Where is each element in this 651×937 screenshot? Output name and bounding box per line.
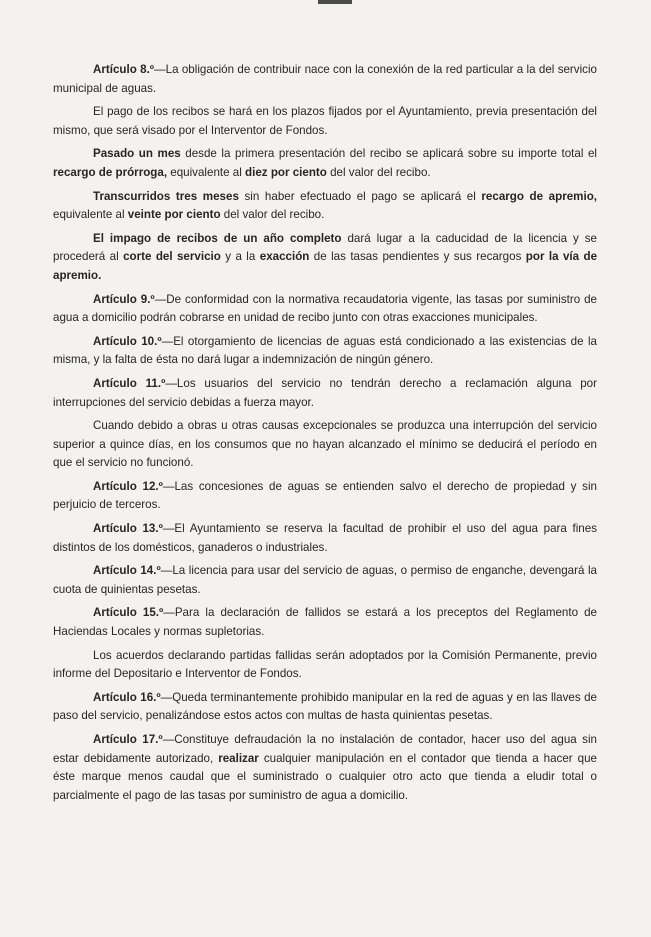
- bold-text: El impago de recibos de un año completo: [93, 231, 342, 245]
- article-number: Artículo 10.º: [93, 334, 162, 348]
- bold-text: veinte por ciento: [127, 208, 221, 222]
- paragraph-art13: [53, 520, 597, 557]
- article-number: Artículo 11.º: [93, 376, 166, 390]
- paragraph-text: y a la: [220, 250, 260, 264]
- paragraph-one-year: [53, 230, 597, 286]
- paragraph-text: de las tasas pendientes y sus recargos: [309, 250, 526, 264]
- paragraph-art15: [53, 604, 597, 641]
- paragraph-fallidas: [53, 647, 597, 684]
- bold-text: diez por ciento: [245, 165, 327, 179]
- bold-text: corte del servicio: [123, 250, 221, 264]
- bold-text: recargo de apremio,: [481, 189, 598, 203]
- bold-text: Pasado un mes: [93, 147, 181, 161]
- paragraph-art11: [53, 375, 597, 412]
- article-number: Artículo 13.º: [93, 522, 163, 536]
- paragraph-text: —La licencia para usar del servicio de aguas, o permiso de enganche, devengará la cuota de quinientas pesetas.: [53, 564, 597, 596]
- paragraph-interruption: [53, 417, 597, 473]
- bold-text: recargo de prórroga,: [53, 165, 168, 179]
- article-number: Artículo 16.º: [93, 690, 161, 704]
- paragraph-art10: [53, 333, 597, 370]
- article-number: Artículo 9.º: [93, 292, 155, 306]
- paragraph-text: —De conformidad con la normativa recaudatoria vigente, las tasas por suministro de agua a domicilio podrán cobrarse en unidad de recibo junto con otras exacciones municipales.: [53, 292, 597, 325]
- page-edge-mark: [318, 0, 352, 4]
- paragraph-text: —Las concesiones de aguas se entienden salvo el derecho de propiedad y sin perjuicio de terceros.: [53, 479, 597, 512]
- paragraph-art12: [53, 478, 597, 515]
- paragraph-text: Cuando debido a obras u otras causas excepcionales se produzca una interrupción del servicio superior a quince días, en los consumos que no hayan alcanzado el mínimo se deducirá el período en que el servicio no funcionó.: [53, 419, 597, 470]
- document-body: [53, 61, 597, 810]
- bold-text: realizar: [218, 751, 259, 765]
- paragraph-one-month: [53, 145, 597, 182]
- bold-text: por la vía de apremio.: [53, 250, 598, 282]
- paragraph-text: equivalente al: [53, 208, 128, 222]
- paragraph-text: desde la primera presentación del recibo se aplicará sobre su importe total el: [180, 147, 597, 161]
- paragraph-text: —La obligación de contribuir nace con la conexión de la red particular a la del servicio municipal de aguas.: [53, 63, 597, 95]
- paragraph-text: El pago de los recibos se hará en los plazos fijados por el Ayuntamiento, previa presentación del mismo, que será visado por el Interventor de Fondos.: [53, 105, 597, 137]
- paragraph-text: dará lugar a la caducidad de la licencia y se procederá al: [53, 231, 597, 264]
- paragraph-text: equivalente al: [167, 165, 246, 179]
- paragraph-art16: [53, 689, 597, 726]
- paragraph-text: —Para la declaración de fallidos se estará a los preceptos del Reglamento de Haciendas Locales y normas supletorias.: [53, 606, 598, 639]
- paragraph-text: Los acuerdos declarando partidas fallidas serán adoptados por la Comisión Permanente, previo informe del Depositario e Interventor de Fondos.: [53, 648, 597, 681]
- paragraph-art8: [53, 61, 597, 98]
- article-number: Artículo 14.º: [93, 564, 161, 578]
- paragraph-text: —El Ayuntamiento se reserva la facultad de prohibir el uso del agua para fines distintos de los domésticos, ganaderos o industriales.: [53, 522, 598, 554]
- paragraph-text: del valor del recibo.: [220, 208, 325, 222]
- paragraph-art17: [53, 731, 597, 805]
- bold-text: exacción: [259, 250, 310, 264]
- article-number: Artículo 12.º: [93, 479, 163, 493]
- paragraph-art9: [53, 291, 597, 328]
- paragraph-text: —El otorgamiento de licencias de aguas está condicionado a las existencias de la misma, y la falta de ésta no dará lugar a indemnización de ningún género.: [53, 334, 597, 367]
- bold-text: Transcurridos tres meses: [93, 189, 239, 203]
- paragraph-text: sin haber efectuado el pago se aplicará el: [238, 189, 482, 203]
- paragraph-text: cualquier manipulación en el contador que tienda a hacer que éste marque menos caudal que el suministrado o cualquier otro acto que tienda a eludir total o parcialmente el pago de las tasas por suministro de agua a domicilio.: [53, 751, 598, 802]
- paragraph-text: —Los usuarios del servicio no tendrán derecho a reclamación alguna por interrupciones del servicio debidas a fuerza mayor.: [53, 376, 597, 409]
- article-number: Artículo 15.º: [93, 606, 164, 620]
- article-number: Artículo 17.º: [93, 733, 163, 746]
- article-number: Artículo 8.º: [93, 63, 155, 76]
- paragraph-text: —Constituye defraudación la no instalación de contador, hacer uso del agua sin estar debidamente autorizado,: [53, 733, 598, 765]
- paragraph-text: —Queda terminantemente prohibido manipular en la red de aguas y en las llaves de paso del servicio, penalizándose estos actos con multas de hasta quinientas pesetas.: [53, 690, 597, 723]
- paragraph-payment: [53, 103, 597, 140]
- paragraph-text: del valor del recibo.: [326, 165, 431, 179]
- paragraph-art14: [53, 562, 597, 599]
- paragraph-three-months: [53, 188, 597, 225]
